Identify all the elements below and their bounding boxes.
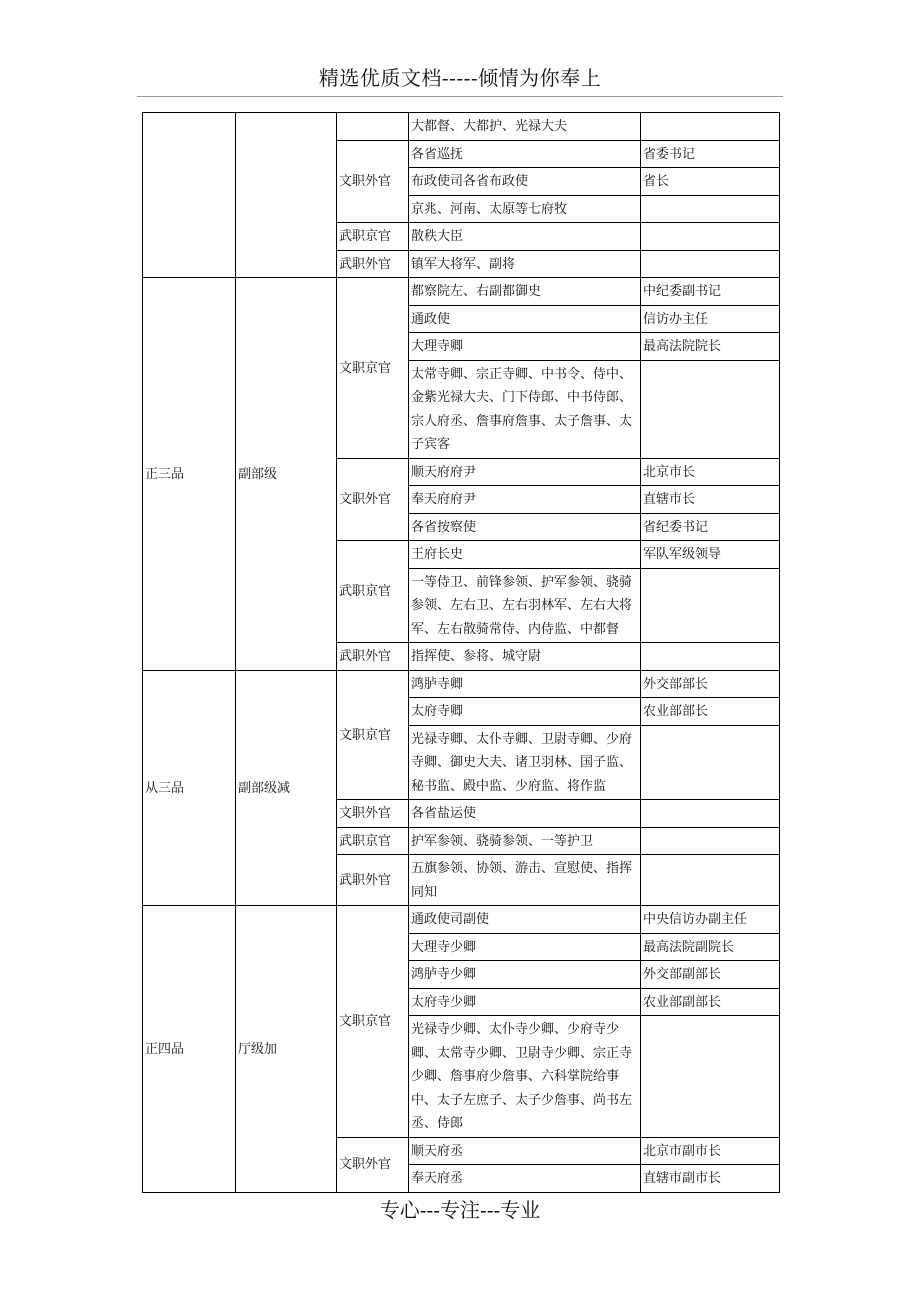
official-title-cell: 指挥使、参将、城守尉: [409, 643, 641, 671]
page-footer: 专心---专注---专业: [379, 1198, 541, 1222]
modern-equivalent-cell: 省委书记: [641, 140, 780, 168]
modern-equivalent-cell: [641, 360, 780, 458]
official-title-cell: 各省按察使: [409, 513, 641, 541]
modern-equivalent-cell: [641, 568, 780, 643]
modern-equivalent-cell: [641, 1016, 780, 1138]
official-title-cell: 王府长史: [409, 541, 641, 569]
office-type-cell: 文职外官: [337, 140, 409, 223]
official-title-cell: 大理寺少卿: [409, 933, 641, 961]
official-title-cell: 太府寺卿: [409, 698, 641, 726]
official-title-cell: 光禄寺卿、太仆寺卿、卫尉寺卿、少府寺卿、御史大夫、诸卫羽林、国子监、秘书监、殿中监、少府监、将作监: [409, 725, 641, 800]
table-row: [143, 113, 780, 141]
official-title-cell: 通政使司副使: [409, 906, 641, 934]
modern-equivalent-cell: [641, 250, 780, 278]
modern-equivalent-cell: 直辖市长: [641, 486, 780, 514]
modern-equivalent-cell: [641, 113, 780, 141]
official-title-cell: 镇军大将军、副将: [409, 250, 641, 278]
official-title-cell: 顺天府府尹: [409, 458, 641, 486]
modern-equivalent-cell: 直辖市副市长: [641, 1165, 780, 1193]
official-title-cell: 护军参领、骁骑参领、一等护卫: [409, 827, 641, 855]
modern-equivalent-cell: 农业部副部长: [641, 988, 780, 1016]
official-title-cell: 各省盐运使: [409, 800, 641, 828]
modern-equivalent-cell: 外交部副部长: [641, 961, 780, 989]
modern-equivalent-cell: 外交部部长: [641, 670, 780, 698]
grade-cell: 从三品: [143, 670, 236, 906]
modern-equivalent-cell: [641, 223, 780, 251]
level-cell: 厅级加: [236, 906, 337, 1193]
level-cell: 副部级减: [236, 670, 337, 906]
modern-equivalent-cell: [641, 800, 780, 828]
grade-cell: [143, 113, 236, 278]
official-title-cell: 鸿胪寺卿: [409, 670, 641, 698]
official-title-cell: 一等侍卫、前锋参领、护军参领、骁骑参领、左右卫、左右羽林军、左右大将军、左右散骑常侍、内侍监、中都督: [409, 568, 641, 643]
office-type-cell: 文职京官: [337, 278, 409, 459]
office-type-cell: 文职外官: [337, 1137, 409, 1192]
modern-equivalent-cell: [641, 643, 780, 671]
table-row: [143, 906, 780, 934]
modern-equivalent-cell: 中纪委副书记: [641, 278, 780, 306]
modern-equivalent-cell: 中央信访办副主任: [641, 906, 780, 934]
modern-equivalent-cell: [641, 725, 780, 800]
official-title-cell: 太府寺少卿: [409, 988, 641, 1016]
office-type-cell: 武职京官: [337, 827, 409, 855]
official-title-cell: 顺天府丞: [409, 1137, 641, 1165]
rank-table-body: [143, 113, 780, 1193]
level-cell: [236, 113, 337, 278]
modern-equivalent-cell: [641, 855, 780, 906]
official-title-cell: 通政使: [409, 305, 641, 333]
official-title-cell: 大理寺卿: [409, 333, 641, 361]
office-type-cell: 文职外官: [337, 800, 409, 828]
official-title-cell: 各省巡抚: [409, 140, 641, 168]
header-divider: [137, 96, 783, 97]
official-title-cell: 鸿胪寺少卿: [409, 961, 641, 989]
modern-equivalent-cell: [641, 827, 780, 855]
official-title-cell: 五旗参领、协领、游击、宣慰使、指挥同知: [409, 855, 641, 906]
official-rank-table: [142, 112, 780, 1193]
modern-equivalent-cell: 军队军级领导: [641, 541, 780, 569]
official-title-cell: 都察院左、右副都御史: [409, 278, 641, 306]
office-type-cell: 文职外官: [337, 458, 409, 541]
office-type-cell: 武职京官: [337, 223, 409, 251]
modern-equivalent-cell: 北京市长: [641, 458, 780, 486]
official-title-cell: 大都督、大都护、光禄大夫: [409, 113, 641, 141]
page-header: 精选优质文档-----倾情为你奉上: [318, 66, 602, 90]
office-type-cell: 武职外官: [337, 250, 409, 278]
official-title-cell: 京兆、河南、太原等七府牧: [409, 195, 641, 223]
modern-equivalent-cell: 农业部部长: [641, 698, 780, 726]
official-title-cell: 散秩大臣: [409, 223, 641, 251]
table-row: [143, 670, 780, 698]
office-type-cell: 武职京官: [337, 541, 409, 643]
level-cell: 副部级: [236, 278, 337, 671]
modern-equivalent-cell: 省纪委书记: [641, 513, 780, 541]
modern-equivalent-cell: 最高法院副院长: [641, 933, 780, 961]
office-type-cell: 文职京官: [337, 670, 409, 800]
modern-equivalent-cell: 北京市副市长: [641, 1137, 780, 1165]
grade-cell: 正三品: [143, 278, 236, 671]
modern-equivalent-cell: 最高法院院长: [641, 333, 780, 361]
official-title-cell: 奉天府府尹: [409, 486, 641, 514]
modern-equivalent-cell: [641, 195, 780, 223]
grade-cell: 正四品: [143, 906, 236, 1193]
table-row: [143, 278, 780, 306]
office-type-cell: 武职外官: [337, 855, 409, 906]
modern-equivalent-cell: 信访办主任: [641, 305, 780, 333]
official-title-cell: 奉天府丞: [409, 1165, 641, 1193]
office-type-cell: 文职京官: [337, 906, 409, 1138]
office-type-cell: 武职外官: [337, 643, 409, 671]
official-title-cell: 布政使司各省布政使: [409, 168, 641, 196]
official-title-cell: 光禄寺少卿、太仆寺少卿、少府寺少卿、太常寺少卿、卫尉寺少卿、宗正寺少卿、詹事府少詹事、六科掌院给事中、太子左庶子、太子少詹事、尚书左丞、侍郎: [409, 1016, 641, 1138]
office-type-cell: [337, 113, 409, 141]
official-title-cell: 太常寺卿、宗正寺卿、中书令、侍中、金紫光禄大夫、门下侍郎、中书侍郎、宗人府丞、詹事府詹事、太子詹事、太子宾客: [409, 360, 641, 458]
modern-equivalent-cell: 省长: [641, 168, 780, 196]
